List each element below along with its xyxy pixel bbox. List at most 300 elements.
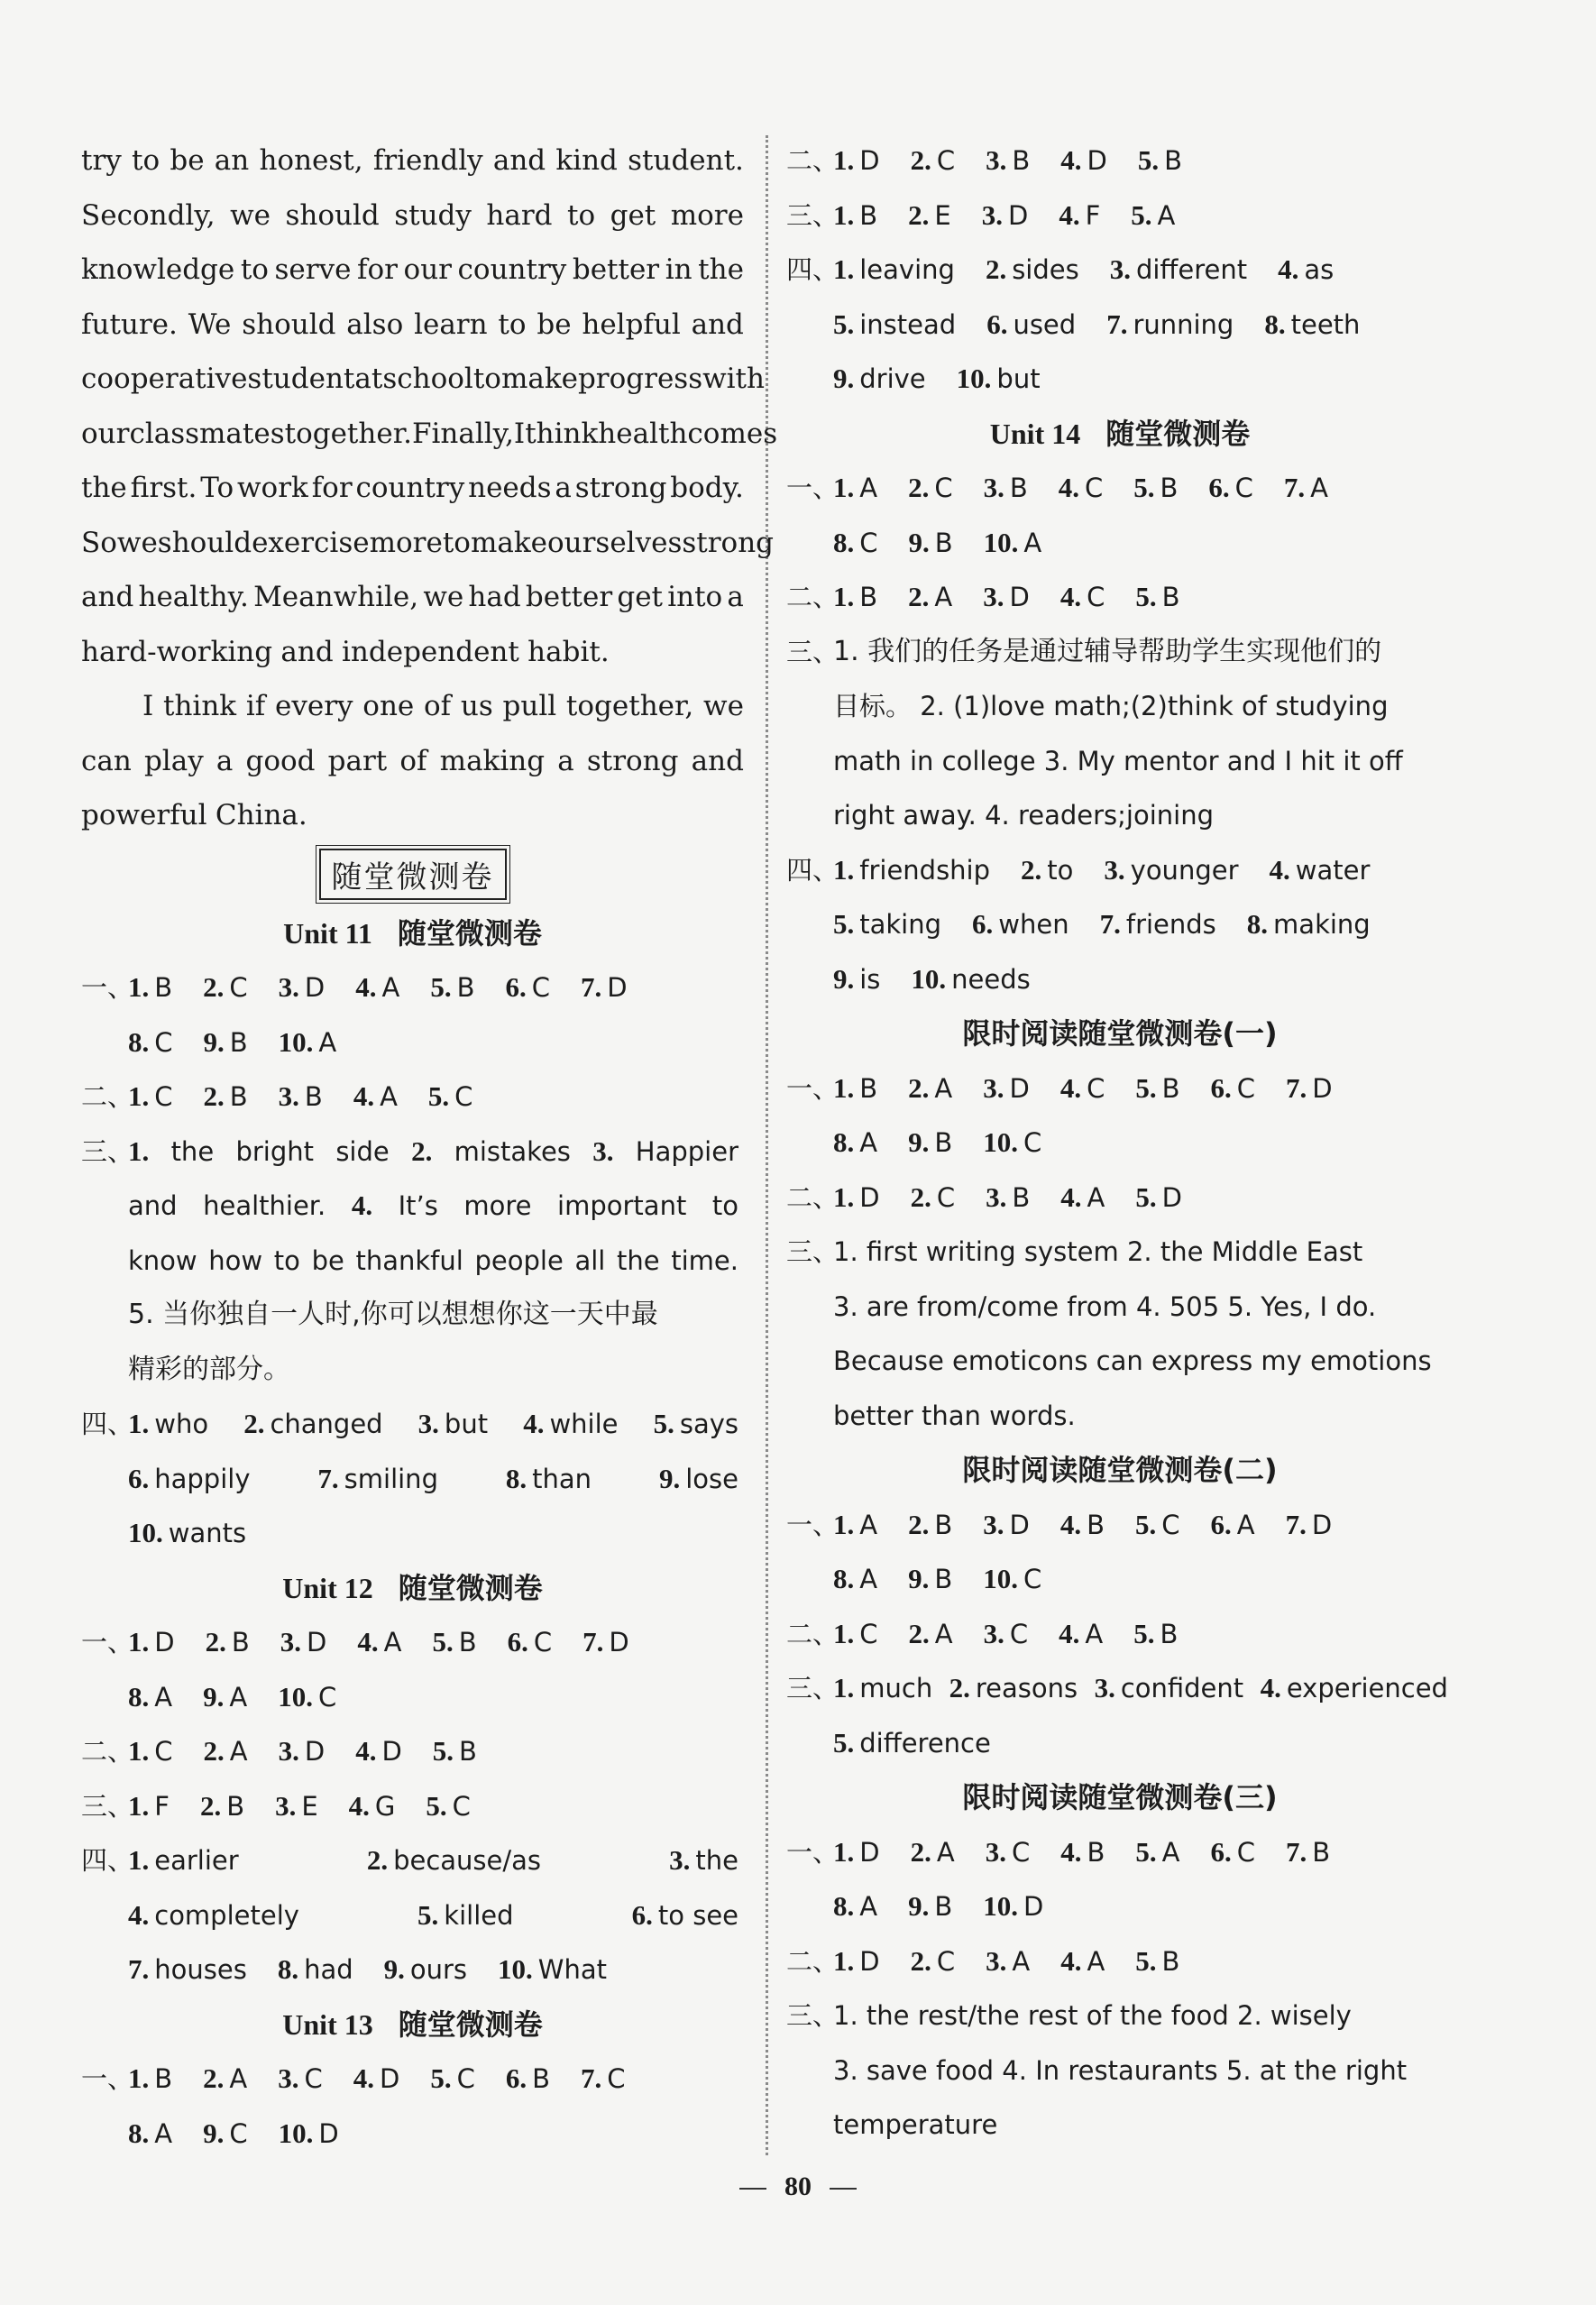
essay-word: to: [442, 526, 471, 559]
answer-word: all: [574, 1244, 606, 1276]
answer-item: [508, 1615, 553, 1670]
essay-word: us: [460, 690, 493, 722]
answer-item: [909, 516, 953, 571]
answer-text: D: [381, 1736, 402, 1767]
answer-item: [908, 1552, 952, 1607]
answer-text: A: [1310, 473, 1328, 503]
essay-word: So: [81, 526, 117, 559]
essay-line: [81, 461, 744, 516]
answer-item: [911, 1934, 956, 1989]
question-number: 4.: [1060, 1944, 1082, 1977]
essay-word: together,: [565, 690, 694, 722]
answer-text: is: [859, 963, 881, 995]
reading-1-block: [786, 1006, 1454, 1443]
essay-word: cooperative: [81, 363, 248, 395]
answer-text: B: [1160, 473, 1179, 503]
answer-text: B: [231, 1627, 250, 1658]
essay-word: we: [703, 690, 744, 722]
question-number: 5.: [430, 2062, 452, 2094]
answer-text: A: [154, 1681, 173, 1713]
answer-text: friendship: [859, 854, 991, 886]
question-number: 7.: [581, 971, 602, 1003]
answer-item: [1060, 1934, 1105, 1989]
answer-text: B: [1009, 473, 1028, 503]
answer-line: [81, 1179, 744, 1234]
question-number: 1.: [833, 853, 855, 886]
essay-word: student: [247, 363, 355, 395]
question-number: 6.: [505, 971, 527, 1003]
answer-item: [204, 1070, 248, 1125]
answer-text: A: [318, 1026, 337, 1058]
answer-text: B: [1087, 1836, 1105, 1868]
answer-text: C: [1087, 1072, 1105, 1104]
answer-item: [1135, 1934, 1179, 1989]
essay-word: country: [457, 253, 567, 286]
question-number: 10.: [128, 1517, 163, 1548]
question-number: 9.: [658, 1462, 681, 1494]
answer-text: C: [229, 2117, 248, 2149]
essay-word: friendly: [372, 144, 483, 177]
answer-text: A: [1012, 1945, 1031, 1977]
question-number: 3.: [278, 1735, 299, 1767]
answer-line: 二、 1. D 2. C 3. A 4. A 5. B: [786, 1934, 1454, 1989]
essay-word: progress: [577, 363, 703, 395]
question-number: 5.: [1131, 198, 1152, 231]
answer-text: D: [859, 1181, 880, 1213]
answer-item: [279, 960, 326, 1015]
answer-line: [786, 516, 1454, 571]
answer-line: math in college 3. My mentor and I hit it off: [833, 745, 1403, 776]
question-number: 8.: [277, 1953, 299, 1985]
essay-word: to: [240, 253, 269, 286]
answer-item: [206, 1615, 250, 1670]
answer-item: [833, 1552, 877, 1607]
answer-item: [1106, 298, 1234, 353]
answer-item: [908, 1879, 952, 1934]
question-number: 6.: [1208, 472, 1230, 503]
answer-text: B: [459, 1736, 477, 1767]
answer-text: C: [154, 1736, 173, 1767]
question-number: 1.: [833, 198, 855, 231]
essay-line: [81, 788, 744, 843]
answer-text: D: [1009, 582, 1030, 612]
question-number: 3.: [986, 144, 1007, 176]
answer-item: [833, 298, 956, 353]
answer-item: [128, 1942, 247, 1997]
answer-item: [833, 1116, 877, 1171]
answer-item: [1135, 1498, 1180, 1553]
answer-item: [833, 1825, 880, 1880]
question-number: 5.: [1135, 581, 1157, 612]
answer-text: A: [934, 1072, 953, 1104]
answer-word: to: [273, 1244, 300, 1276]
answer-line: 一、 1. D 2. B 3. D 4. A 5. B 6. C 7. D: [81, 1615, 744, 1670]
answer-text: C: [936, 1181, 956, 1213]
question-number: 1.: [128, 2062, 150, 2094]
essay-word: body.: [670, 472, 744, 504]
unit-13-block-end: [786, 133, 1454, 407]
answer-text: instead: [859, 308, 957, 340]
answer-item: [982, 188, 1029, 243]
question-number: 1.: [128, 1789, 150, 1822]
answer-text: leaving: [859, 254, 955, 285]
question-number: 6.: [507, 1626, 528, 1658]
unit-13-block-start: [81, 1997, 744, 2162]
answer-item: [353, 2052, 400, 2107]
essay-word: make: [470, 526, 547, 559]
answer-line: [81, 1015, 744, 1070]
answer-text: to: [1047, 854, 1074, 886]
answer-text: C: [1087, 582, 1105, 612]
answer-item: [1284, 461, 1328, 516]
question-number: 4.: [1060, 1180, 1082, 1213]
question-number: 2.: [908, 472, 930, 503]
question-number: 4.: [1060, 1835, 1082, 1868]
question-number: 1.: [128, 1844, 150, 1876]
answer-item: [1060, 133, 1107, 188]
answer-text: D: [1161, 1181, 1182, 1213]
question-number: 1.: [833, 1944, 855, 1977]
unit-12-block: [81, 1561, 744, 1997]
essay-word: of: [399, 744, 427, 777]
question-number: 4.: [357, 1626, 379, 1658]
essay-word: make: [500, 363, 578, 395]
question-number: 10.: [278, 2117, 314, 2149]
answer-item: [367, 1833, 541, 1888]
answer-text: B: [934, 1509, 953, 1540]
answer-word: 4.: [351, 1189, 373, 1221]
question-number: 5.: [1135, 1180, 1157, 1213]
answer-word: mistakes: [454, 1135, 571, 1167]
answer-text: smiling: [344, 1463, 438, 1494]
answer-text: C: [607, 2063, 626, 2094]
answer-item: [833, 1061, 877, 1116]
question-number: 5.: [653, 1408, 674, 1439]
essay-word: China.: [215, 799, 307, 831]
answer-line: 二、 1. C 2. A 3. D 4. D 5. B: [81, 1724, 744, 1779]
essay-word: first.: [130, 472, 197, 504]
answer-item: [1131, 188, 1175, 243]
answer-item: [632, 1888, 738, 1943]
answer-text: C: [1023, 1127, 1042, 1158]
answer-text: C: [1236, 1072, 1255, 1104]
answer-text: D: [859, 1836, 880, 1868]
answer-word: how: [208, 1244, 263, 1276]
answer-line: [786, 352, 1454, 407]
answer-item: [128, 1397, 208, 1452]
question-number: 2.: [203, 1080, 225, 1112]
reading-2-block: [786, 1443, 1454, 1770]
answer-item: [280, 1615, 327, 1670]
question-number: 9.: [203, 1025, 225, 1058]
answer-text: taking: [859, 909, 942, 940]
answer-item: [1135, 570, 1179, 625]
answer-item: [1133, 1607, 1178, 1662]
answer-text: much: [859, 1673, 933, 1703]
question-number: 9.: [383, 1953, 405, 1985]
answer-text: B: [1012, 1181, 1031, 1213]
answer-line: 3. are from/come from 4. 505 5. Yes, I do.: [833, 1290, 1377, 1322]
answer-item: [581, 2052, 626, 2107]
essay-word: a: [555, 472, 572, 504]
essay-word: together.: [284, 417, 412, 450]
answer-text: drive: [859, 363, 926, 394]
answer-text: A: [859, 1509, 878, 1540]
answer-text: teeth: [1290, 308, 1361, 340]
question-number: 3.: [985, 1835, 1006, 1868]
question-number: 5.: [1133, 472, 1155, 503]
answer-line: [786, 897, 1454, 952]
question-number: 3.: [1094, 1672, 1115, 1703]
answer-line: 一、 1. B 2. C 3. D 4. A 5. B 6. C 7. D: [81, 960, 744, 1015]
question-number: 2.: [908, 1071, 930, 1104]
essay-word: making: [439, 744, 546, 777]
essay-paragraph-2: [81, 679, 744, 843]
answer-text: B: [456, 972, 475, 1003]
essay-word: healthy.: [138, 581, 249, 613]
answer-item: [203, 2107, 248, 2162]
essay-word: if: [245, 690, 266, 722]
answer-word: and: [128, 1190, 178, 1221]
answer-item: [275, 1779, 318, 1834]
answer-item: [833, 1716, 991, 1771]
answer-line: [786, 298, 1454, 353]
essay-word: and: [691, 744, 744, 777]
essay-word: kind: [555, 144, 618, 177]
answer-text: C: [1236, 1836, 1255, 1868]
question-number: 3.: [280, 1626, 301, 1658]
answer-item: [1100, 897, 1216, 952]
question-number: 1.: [833, 253, 855, 285]
answer-item: [204, 1724, 248, 1779]
answer-text: experienced: [1286, 1673, 1448, 1703]
answer-text: but: [444, 1409, 489, 1439]
reading-heading: 限时阅读随堂微测卷(一): [962, 1016, 1278, 1051]
answer-item: [984, 461, 1028, 516]
question-number: 7.: [582, 1626, 604, 1658]
answer-line: 四、 1. who 2. changed 3. but 4. while 5. says: [81, 1397, 744, 1452]
answer-text: C: [936, 145, 956, 176]
essay-word: Meanwhile,: [253, 581, 419, 613]
question-number: 5.: [1135, 1835, 1157, 1868]
question-number: 4.: [353, 2062, 374, 2094]
answer-line: 四、 1. leaving 2. sides 3. different 4. as: [786, 243, 1454, 298]
answer-line: [81, 1234, 744, 1289]
essay-word: think: [525, 417, 599, 450]
question-number: 7.: [1285, 1508, 1307, 1540]
essay-word: for: [311, 472, 353, 504]
answer-text: A: [1157, 199, 1176, 231]
answer-item: [833, 1879, 877, 1934]
answer-item: [949, 1661, 1078, 1716]
essay-word: good: [245, 744, 316, 777]
essay-word: To: [200, 472, 234, 504]
answer-item: [908, 1061, 952, 1116]
answer-item: [1261, 1661, 1448, 1716]
answer-text: B: [229, 1026, 248, 1058]
essay-word: strong: [682, 526, 775, 559]
answer-text: A: [1087, 1945, 1105, 1977]
answer-item: [523, 1397, 618, 1452]
question-number: 2.: [910, 1944, 931, 1977]
question-number: 8.: [1246, 908, 1269, 940]
answer-line: 5. 当你独自一人时,你可以想想你这一天中最: [128, 1299, 658, 1330]
question-number: 6.: [631, 1898, 653, 1931]
question-number: 9.: [833, 363, 855, 394]
essay-word: to: [567, 198, 596, 232]
question-number: 5.: [1135, 1071, 1157, 1104]
essay-line: [81, 407, 778, 462]
essay-word: to: [132, 144, 161, 177]
essay-word: hard: [486, 198, 553, 232]
answer-text: as: [1304, 254, 1335, 285]
question-number: 10.: [983, 1563, 1018, 1594]
question-number: 10.: [498, 1953, 533, 1985]
question-number: 1.: [833, 1672, 855, 1703]
answer-item: [426, 1779, 471, 1834]
answer-text: C: [936, 1945, 956, 1977]
unit-heading: Unit 14 随堂微测卷: [989, 416, 1251, 451]
answer-line: 二、 1. B 2. A 3. D 4. C 5. B: [786, 570, 1454, 625]
answer-item: [833, 570, 877, 625]
answer-item: [204, 1015, 248, 1070]
answer-text: B: [229, 1081, 248, 1112]
answer-text: confident: [1120, 1673, 1244, 1703]
question-number: 10.: [911, 962, 947, 995]
answer-text: C: [1085, 473, 1104, 503]
essay-word: play: [143, 744, 204, 777]
essay-word: an: [214, 144, 250, 177]
essay-word: exercise: [252, 526, 370, 559]
essay-word: we: [423, 581, 464, 613]
answer-item: [983, 1552, 1041, 1607]
answer-item: [581, 960, 628, 1015]
question-number: 2.: [1021, 853, 1042, 886]
answer-item: [1286, 1061, 1333, 1116]
answer-text: C: [304, 2063, 323, 2094]
question-number: 3.: [983, 1071, 1004, 1104]
question-number: 9.: [908, 1890, 930, 1922]
answer-item: [432, 1615, 476, 1670]
question-number: 7.: [1283, 472, 1306, 503]
answer-item: [908, 1498, 952, 1553]
answer-item: [1278, 243, 1334, 298]
essay-line: [81, 133, 744, 188]
answer-line: [81, 1670, 744, 1725]
answer-item: [128, 2052, 172, 2107]
answer-line: 一、 1. B 2. A 3. C 4. D 5. C 6. B 7. C: [81, 2052, 744, 2107]
unit-11-block: [81, 906, 744, 1561]
question-number: 8.: [833, 526, 855, 558]
essay-word: serve: [274, 253, 352, 286]
essay-word: habit.: [527, 635, 610, 668]
answer-item: [986, 1171, 1030, 1226]
answer-item: [278, 2052, 323, 2107]
answer-text: B: [1161, 582, 1180, 612]
answer-word: be: [311, 1244, 344, 1276]
essay-word: in: [665, 253, 693, 286]
answer-word: the: [170, 1135, 215, 1167]
answer-item: [911, 133, 956, 188]
answer-line: 目标。 2. (1)love math;(2)think of studying: [833, 691, 1389, 721]
answer-line: temperature: [833, 2109, 998, 2140]
answer-text: sides: [1012, 254, 1079, 285]
answer-item: [1060, 1825, 1105, 1880]
essay-word: school: [382, 363, 473, 395]
answer-text: B: [934, 1127, 953, 1158]
question-number: 3.: [417, 1408, 439, 1439]
answer-item: [1286, 1825, 1330, 1880]
answer-text: A: [1236, 1509, 1255, 1540]
question-number: 5.: [1133, 1617, 1155, 1649]
question-number: 9.: [833, 962, 855, 995]
section-title: 随堂微测卷: [81, 843, 744, 906]
answer-text: A: [154, 2117, 173, 2149]
essay-word: strong: [574, 472, 667, 504]
essay-line: [81, 516, 775, 571]
answer-item: [833, 897, 941, 952]
answer-text: E: [934, 199, 951, 231]
question-number: 5.: [417, 1898, 439, 1931]
essay-word: with: [702, 363, 765, 395]
question-number: 7.: [1285, 1835, 1307, 1868]
question-number: 7.: [317, 1462, 339, 1494]
essay-word: also: [346, 308, 404, 341]
essay-line: [81, 243, 744, 298]
question-number: 2.: [908, 1508, 930, 1540]
answer-item: [430, 2052, 475, 2107]
answer-text: D: [1007, 199, 1029, 231]
answer-line: [81, 1452, 744, 1507]
answer-item: [243, 1397, 382, 1452]
answer-line: 3. save food 4. In restaurants 5. at the right: [833, 2054, 1408, 2086]
answer-text: B: [1164, 145, 1182, 176]
answer-item: [986, 243, 1079, 298]
essay-word: and: [81, 581, 134, 613]
answer-text: B: [458, 1627, 477, 1658]
answer-item: [582, 1615, 629, 1670]
answer-item: [1286, 1498, 1333, 1553]
answer-item: [1208, 461, 1253, 516]
answer-item: [418, 1397, 488, 1452]
question-number: 1.: [128, 1408, 150, 1439]
answer-item: [1060, 1171, 1105, 1226]
answer-text: younger: [1130, 854, 1239, 886]
essay-word: one: [362, 690, 415, 722]
essay-word: the: [81, 472, 127, 504]
answer-item: [833, 1498, 877, 1553]
answer-text: A: [859, 1564, 878, 1594]
essay-word: a: [727, 581, 744, 613]
essay-word: get: [617, 581, 664, 613]
question-number: 4.: [1278, 253, 1299, 285]
question-number: 1.: [128, 971, 150, 1003]
reading-heading: 限时阅读随堂微测卷(二): [962, 1453, 1278, 1487]
answer-item: [1095, 1661, 1244, 1716]
answer-item: [417, 1888, 513, 1943]
answer-word: bright: [235, 1135, 315, 1167]
question-number: 1.: [128, 1735, 150, 1767]
answer-line: 精彩的部分。: [128, 1353, 290, 1385]
essay-word: of: [424, 690, 452, 722]
question-number: 2.: [949, 1672, 970, 1703]
answer-text: lose: [685, 1463, 738, 1494]
question-number: 5.: [833, 908, 855, 940]
answer-line: 二、 1. D 2. C 3. B 4. A 5. D: [786, 1171, 1454, 1226]
answer-text: difference: [859, 1727, 991, 1759]
answer-line: [786, 952, 1454, 1007]
unit-heading: Unit 13 随堂微测卷: [282, 2007, 543, 2042]
